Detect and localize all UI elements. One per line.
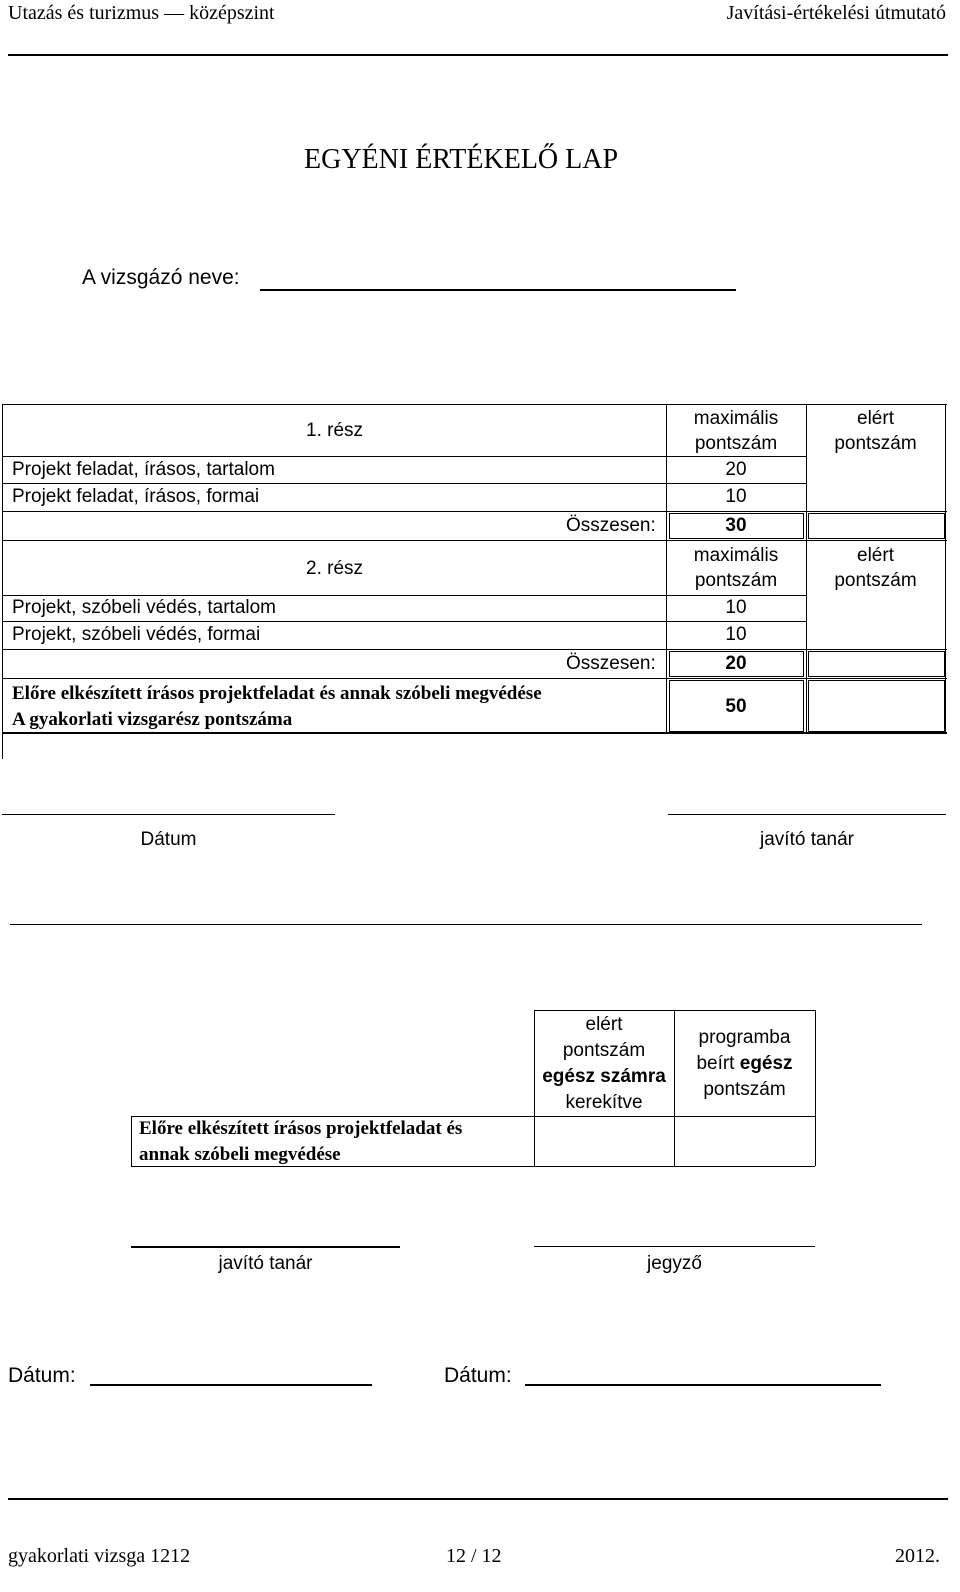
max-header-line: pontszám: [694, 570, 778, 591]
final-row-line1: Előre elkészített írásos projektfeladat és annak szóbeli megvédése: [12, 683, 542, 704]
total-part1-value: 30: [725, 515, 747, 536]
header-rule: [8, 54, 948, 56]
header-line: [674, 1051, 815, 1077]
date-label-right: Dátum:: [444, 1364, 512, 1387]
achieved-header-line: pontszám: [834, 570, 917, 591]
t2-middle-line: [131, 1116, 815, 1117]
header-line: programba: [698, 1027, 791, 1048]
t1-row-line: [2, 483, 806, 484]
t2-row-label-line1: Előre elkészített írásos projektfeladat és: [139, 1118, 463, 1139]
t2-bottom-border: [131, 1166, 815, 1167]
entered-score-input[interactable]: [676, 1118, 814, 1165]
row-label: Projekt, szóbeli védés, tartalom: [12, 597, 277, 618]
max-header-line: maximális: [693, 545, 779, 566]
t1-left-border: [2, 404, 3, 759]
candidate-name-line[interactable]: [260, 289, 736, 291]
row-max: 10: [725, 486, 747, 507]
t2-left-border: [131, 1116, 132, 1166]
max-header-2: [666, 543, 806, 593]
page-title: EGYÉNI ÉRTÉKELŐ LAP: [304, 144, 619, 175]
footer-rule: [8, 1498, 948, 1500]
achieved-header-2: [806, 543, 945, 593]
achieved-header-line: elért: [857, 408, 894, 429]
row-max: 20: [725, 459, 747, 480]
rounded-score-header: [534, 1012, 674, 1116]
header-line: elért: [585, 1014, 623, 1035]
achieved-part1-input[interactable]: [808, 513, 945, 539]
row-label: Projekt, szóbeli védés, formai: [12, 624, 261, 645]
footer-page-number: 12 / 12: [446, 1545, 502, 1567]
t1-row-line: [2, 649, 947, 650]
section-divider: [10, 924, 922, 925]
header-text: beírt: [696, 1053, 740, 1074]
t1-row-line: [2, 621, 806, 622]
t2-right-border: [815, 1010, 816, 1166]
achieved-part2-input[interactable]: [808, 651, 945, 677]
total-label: Összesen:: [566, 653, 656, 674]
achieved-header-1: [806, 406, 945, 456]
notary-signature-line[interactable]: [534, 1246, 815, 1247]
final-achieved-input[interactable]: [808, 680, 945, 732]
header-right: Javítási-értékelési útmutató: [726, 2, 946, 24]
header-text-bold: egész: [739, 1053, 793, 1074]
row-label: Projekt feladat, írásos, tartalom: [12, 459, 275, 480]
row-label: Projekt feladat, írásos, formai: [12, 486, 260, 507]
total-part2-value: 20: [725, 653, 747, 674]
header-line: pontszám: [703, 1079, 786, 1100]
total-label: Összesen:: [566, 515, 656, 536]
part2-label: 2. rész: [306, 558, 364, 579]
final-row-line2: A gyakorlati vizsgarész pontszáma: [12, 709, 293, 730]
row-max: 10: [725, 624, 747, 645]
t1-row-line: [2, 595, 806, 596]
t1-bottom-border: [2, 732, 947, 734]
max-header-1: [666, 406, 806, 456]
max-header-line: pontszám: [694, 433, 778, 454]
t2-row-label-line2: annak szóbeli megvédése: [139, 1144, 341, 1165]
teacher-label: javító tanár: [760, 829, 854, 850]
header-line: kerekítve: [565, 1092, 643, 1113]
teacher-label-2: javító tanár: [218, 1253, 313, 1274]
t1-row-line: [2, 678, 947, 679]
header-left: Utazás és turizmus — középszint: [8, 2, 275, 24]
rounded-score-input[interactable]: [536, 1118, 673, 1165]
footer-left: gyakorlati vizsga 1212: [8, 1545, 191, 1567]
t1-row-line: [2, 456, 806, 457]
achieved-header-line: elért: [857, 545, 894, 566]
t1-row-line: [2, 540, 947, 541]
candidate-name-label: A vizsgázó neve:: [82, 266, 240, 289]
footer-right: 2012.: [895, 1545, 940, 1567]
header-line: pontszám: [562, 1040, 646, 1061]
max-header-line: maximális: [693, 408, 779, 429]
teacher-signature-line[interactable]: [668, 814, 946, 815]
date-line-right[interactable]: [525, 1384, 881, 1386]
t1-row-line: [2, 511, 947, 512]
header-line: egész számra: [542, 1066, 666, 1087]
teacher-signature-line-2[interactable]: [131, 1246, 400, 1248]
row-max: 10: [725, 597, 747, 618]
part1-label: 1. rész: [306, 420, 364, 441]
date-label: Dátum: [140, 829, 197, 850]
achieved-header-line: pontszám: [834, 433, 917, 454]
entered-score-header: [674, 1025, 815, 1103]
notary-label: jegyző: [647, 1253, 702, 1274]
final-max-value: 50: [725, 696, 747, 717]
t1-right-border: [945, 404, 946, 734]
date-line[interactable]: [2, 814, 335, 815]
date-label-left: Dátum:: [8, 1364, 76, 1387]
date-line-left[interactable]: [90, 1384, 372, 1386]
